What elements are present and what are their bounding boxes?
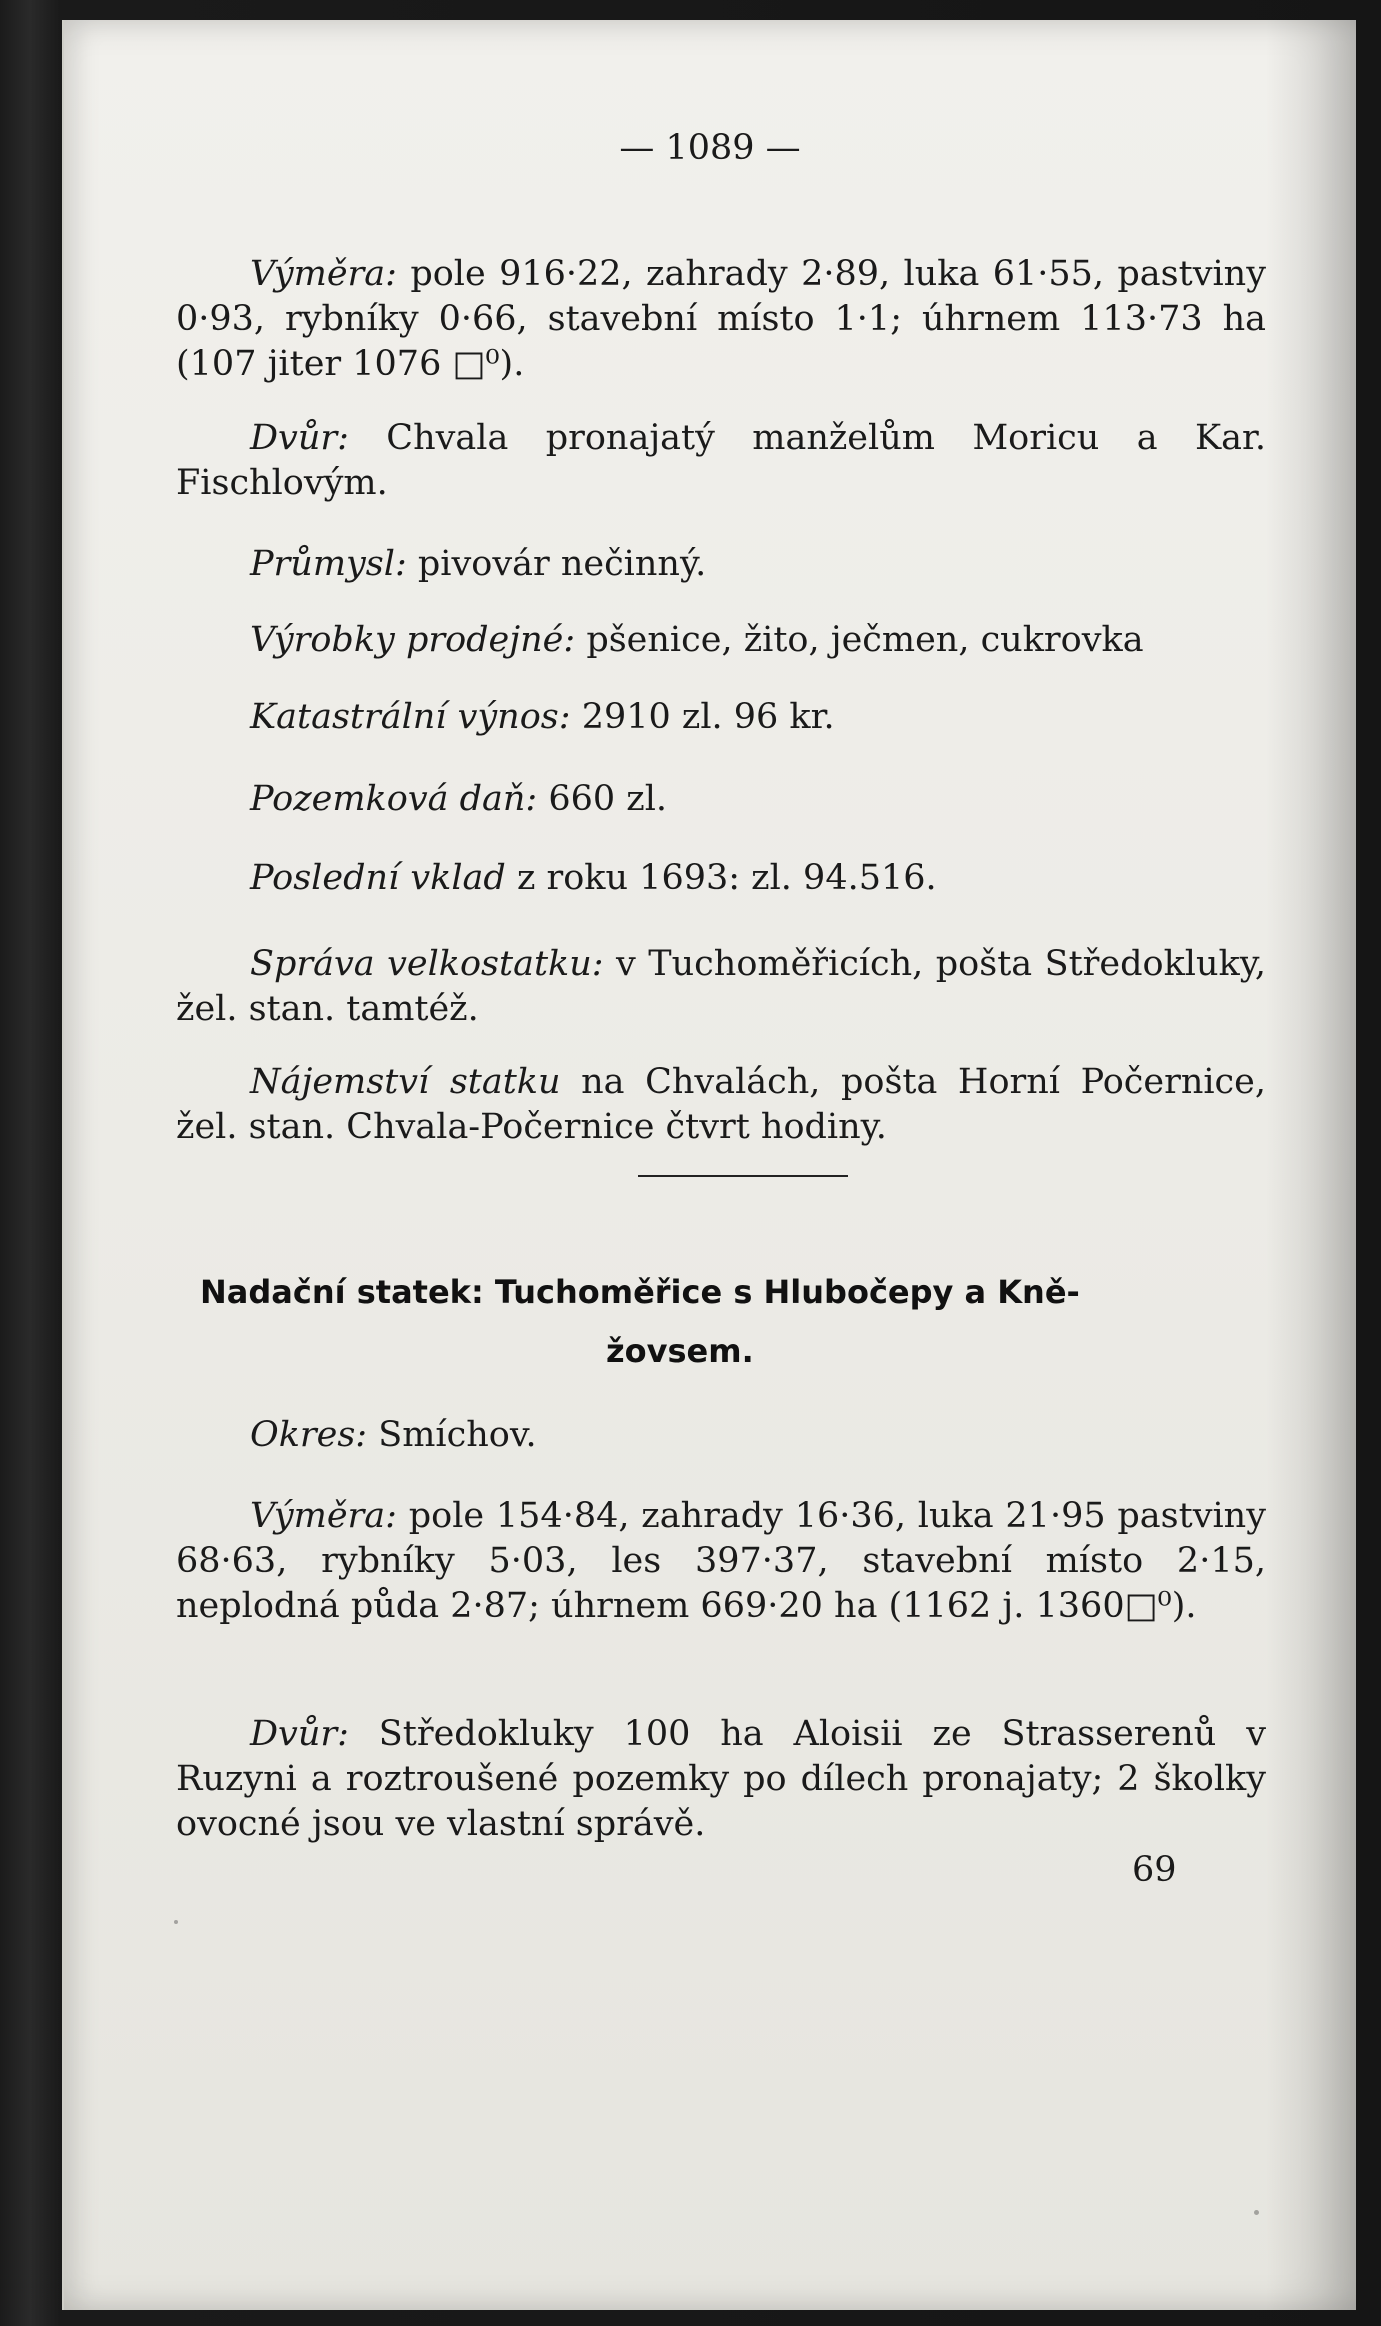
text-sprava: v Tuchoměřicích, pošta Středokluky, žel. stan. tamtéž. bbox=[176, 944, 1266, 1029]
page-header: — 1089 — bbox=[619, 128, 801, 168]
text-vyrobky: pšenice, žito, ječmen, cukrovka bbox=[586, 620, 1144, 660]
label-najemstvi: Nájemství statku bbox=[250, 1062, 561, 1102]
paragraph-okres bbox=[176, 1413, 1266, 1458]
text-katastralni: 2910 zl. 96 kr. bbox=[581, 697, 835, 737]
paragraph-najemstvi bbox=[176, 1060, 1266, 1150]
text-vymera: pole 916·22, zahrady 2·89, luka 61·55, pastviny 0·93, rybníky 0·66, stavební místo 1·1; úhrnem 113·73 ha (107 jiter 1076 □⁰). bbox=[176, 254, 1266, 384]
label-pozemkova: Pozemková daň: bbox=[250, 779, 538, 819]
paragraph-posledni bbox=[176, 856, 1266, 901]
text-prumysl: pivovár nečinný. bbox=[417, 544, 707, 584]
text-posledni: z roku 1693: zl. 94.516. bbox=[516, 858, 937, 898]
paragraph-dvur-2 bbox=[176, 1712, 1266, 1847]
section-heading-continuation: žovsem. bbox=[606, 1332, 754, 1370]
paper-speck bbox=[174, 1920, 178, 1924]
text-pozemkova: 660 zl. bbox=[548, 779, 668, 819]
text-najemstvi: na Chvalách, pošta Horní Počernice, žel. stan. Chvala-Počernice čtvrt hodiny. bbox=[176, 1062, 1266, 1147]
text-okres: Smíchov. bbox=[378, 1415, 537, 1455]
book-page bbox=[62, 20, 1356, 2310]
label-prumysl: Průmysl: bbox=[250, 544, 407, 584]
paragraph-sprava bbox=[176, 942, 1266, 1032]
label-vyrobky: Výrobky prodejné: bbox=[250, 620, 576, 660]
label-vymera-2: Výměra: bbox=[250, 1496, 397, 1536]
paragraph-vymera-2 bbox=[176, 1494, 1266, 1629]
page-number: 69 bbox=[1132, 1850, 1177, 1890]
paragraph-vymera bbox=[176, 252, 1266, 387]
label-katastralni: Katastrální výnos: bbox=[250, 697, 571, 737]
paper-speck bbox=[1254, 2210, 1259, 2215]
label-vymera: Výměra: bbox=[250, 254, 397, 294]
section-divider bbox=[638, 1175, 848, 1177]
label-sprava: Správa velkostatku: bbox=[250, 944, 604, 984]
label-posledni: Poslední vklad bbox=[250, 858, 506, 898]
paragraph-vyrobky bbox=[176, 618, 1266, 663]
label-dvur-2: Dvůr: bbox=[250, 1714, 349, 1754]
paragraph-katastralni bbox=[176, 695, 1266, 740]
paragraph-dvur bbox=[176, 416, 1266, 506]
label-dvur: Dvůr: bbox=[250, 418, 349, 458]
text-dvur: Chvala pronajatý manželům Moricu a Kar. Fischlovým. bbox=[176, 418, 1266, 503]
text-dvur-2: Středokluky 100 ha Aloisii ze Strasserenů v Ruzyni a roztroušené pozemky po dílech pronajaty; 2 školky ovocné jsou ve vlastní správě. bbox=[176, 1714, 1266, 1844]
section-heading: Nadační statek: Tuchoměřice s Hlubočepy a Kně- bbox=[200, 1273, 1080, 1311]
text-vymera-2: pole 154·84, zahrady 16·36, luka 21·95 pastviny 68·63, rybníky 5·03, les 397·37, stavební místo 2·15, neplodná půda 2·87; úhrnem 669·20 ha (1162 j. 1360□⁰). bbox=[176, 1496, 1266, 1626]
paragraph-pozemkova bbox=[176, 777, 1266, 822]
paragraph-prumysl bbox=[176, 542, 1266, 587]
label-okres: Okres: bbox=[250, 1415, 368, 1455]
